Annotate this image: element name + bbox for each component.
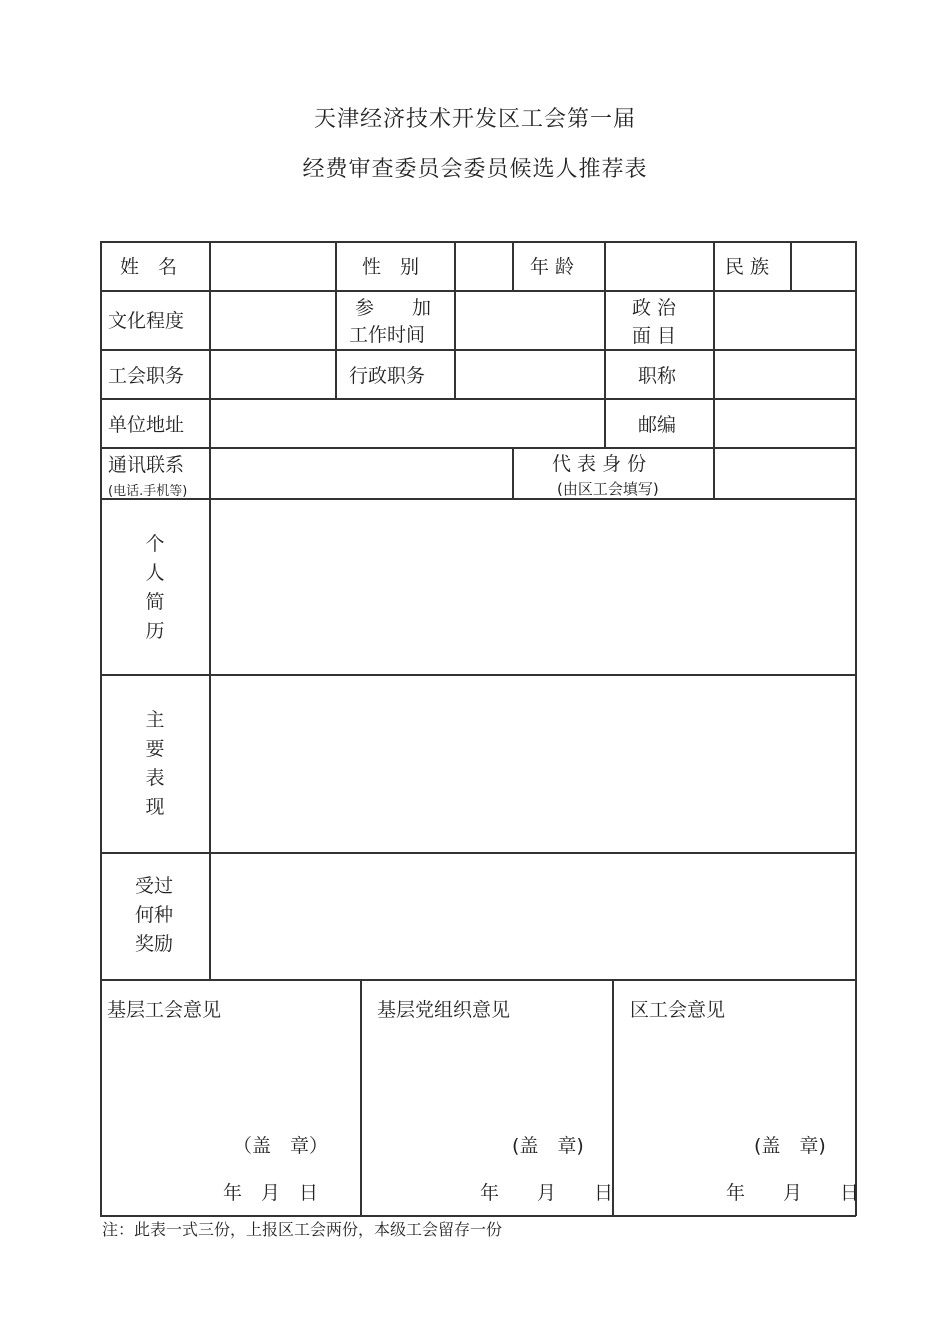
party-org-opinion-field[interactable] [362, 1030, 610, 1120]
base-union-date: 年 月 日 [223, 1182, 319, 1204]
contact-field[interactable] [211, 449, 511, 497]
district-union-opinion-field[interactable] [614, 1030, 854, 1120]
party-org-date: 年 月 日 [480, 1182, 614, 1204]
education-field[interactable] [211, 292, 334, 348]
age-label: 年 龄 [530, 256, 575, 278]
address-label: 单位地址 [108, 414, 185, 436]
base-union-opinion-field[interactable] [102, 1030, 358, 1120]
title-rank-field[interactable] [715, 351, 854, 397]
gender-field[interactable] [456, 243, 511, 289]
political-status-field[interactable] [715, 292, 854, 348]
address-field[interactable] [211, 400, 603, 446]
rep-identity-label: 代 表 身 份 [552, 453, 647, 475]
political-label-1: 政 治 [632, 297, 677, 319]
resume-field[interactable] [211, 500, 854, 673]
join-work-date-field[interactable] [456, 292, 603, 348]
base-union-seal: （盖 章） [233, 1135, 329, 1157]
party-org-opinion-title: 基层党组织意见 [377, 999, 511, 1021]
union-post-field[interactable] [211, 351, 334, 397]
postcode-label: 邮编 [638, 414, 677, 436]
district-union-opinion-title: 区工会意见 [630, 999, 726, 1021]
education-label: 文化程度 [108, 310, 185, 332]
postcode-field[interactable] [715, 400, 854, 446]
name-label: 姓 名 [120, 256, 178, 278]
ethnicity-label: 民 族 [725, 256, 770, 278]
performance-field[interactable] [211, 676, 854, 851]
union-post-label: 工会职务 [108, 365, 185, 387]
join-work-label-2: 工作时间 [349, 324, 426, 346]
ethnicity-field[interactable] [792, 243, 854, 289]
district-union-date: 年 月 日 [726, 1182, 860, 1204]
name-field[interactable] [211, 243, 334, 289]
contact-note: (电话.手机等) [108, 484, 188, 499]
footnote: 注：此表一式三份，上报区工会两份，本级工会留存一份 [102, 1220, 503, 1239]
rep-identity-note: (由区工会填写) [557, 480, 659, 498]
base-union-opinion-title: 基层工会意见 [107, 999, 222, 1021]
party-org-seal: (盖 章) [512, 1135, 584, 1157]
contact-label: 通讯联系 [108, 454, 185, 476]
admin-post-field[interactable] [456, 351, 603, 397]
awards-label: 受过 何种 奖励 [134, 875, 173, 955]
performance-label: 主 要 表 现 [145, 709, 165, 818]
join-work-label-1: 参 加 [355, 297, 432, 319]
resume-label: 个 人 简 历 [145, 533, 165, 642]
rep-identity-field[interactable] [715, 449, 854, 497]
gender-label: 性 别 [362, 256, 420, 278]
form-title-line-1: 天津经济技术开发区工会第一届 [313, 107, 636, 132]
awards-field[interactable] [211, 854, 854, 978]
title-rank-label: 职称 [638, 365, 677, 387]
district-union-seal: (盖 章) [754, 1135, 826, 1157]
admin-post-label: 行政职务 [349, 365, 426, 387]
form-title-line-2: 经费审查委员会委员候选人推荐表 [302, 157, 648, 182]
political-label-2: 面 目 [632, 325, 677, 347]
age-field[interactable] [606, 243, 712, 289]
